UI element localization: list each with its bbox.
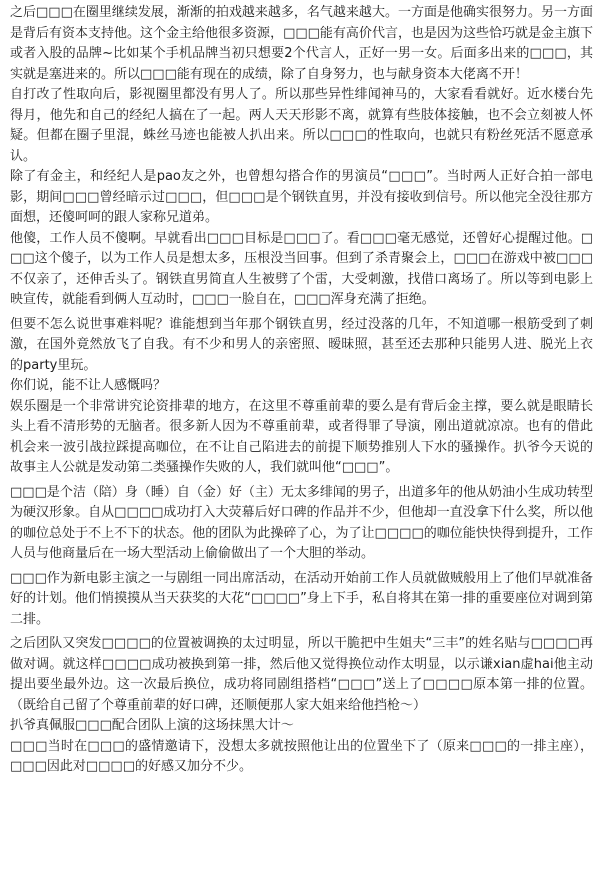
paragraph-6: 你们说，能不让人感慨吗？ xyxy=(10,378,167,393)
paragraph-7: 娱乐圈是一个非常讲究论资排辈的地方，在这里不尊重前辈的要么是有背后金主撑，要么就是眼睛长头上看不清形势的无脑者。很多新人因为不尊重前辈，或者得罪了导演，刚出道就凉凉。也有的借此机会来一波引战拉踩提高咖位，在不让自己陷进去的前提下顺势推别人下水的骚操作。扒爷今天说的故事主人公就是发动第二类骚操作失败的人，我们就叫他“□□□”。 xyxy=(10,398,593,475)
paragraph-12: □□□当时在□□□的盛情邀请下，没想太多就按照他让出的位置坐下了（原来□□□的一排主座），□□□因此对□□□□的好感又加分不少。 xyxy=(10,738,593,774)
paragraph-8: □□□是个洁（陪）身（睡）自（金）好（主）无太多绯闻的男子，出道多年的他从奶油小生成功转型为硬汉形象。自从□□□□成功打入大荧幕后好口碑的作品并不少，但他却一直没拿下什么奖，所以他的咖位总处于不上不下的状态。他的团队为此操碎了心，为了让□□□□的咖位能快快得到提升，工作人员与他商量后在一场大型活动上偷偷做出了一个大胆的举动。 xyxy=(10,484,593,561)
paragraph-1: 之后□□□在圈里继续发展，渐渐的拍戏越来越多，名气越来越大。一方面是他确实很努力。另一方面是背后有资本支持他。这个金主给他很多资源，□□□能有高价代言，也是因为这些恰巧就是金主旗下或者入股的品牌~比如某个手机品牌当初只想要2个代言人，正好一男一女。后面多出来的□□□，其实就是塞进来的。所以□□□能有现在的成绩，除了自身努力，也与献身资本大佬离不开！ xyxy=(10,5,593,82)
paragraph-2: 自打改了性取向后，影视圈里都没有男人了。所以那些异性绯闻神马的，大家看看就好。近水楼台先得月，他先和自己的经纪人搞在了一起。两人天天形影不离，就算有些肢体接触，也不会立刻被人怀疑。但都在圈子里混，蛛丝马迹也能被人扒出来。所以□□□的性取向，也就只有粉丝死活不愿意承认。 xyxy=(10,87,593,164)
paragraph-11: 扒爷真佩服□□□配合团队上演的这场抹黑大计～ xyxy=(10,718,294,733)
paragraph-4: 他傻，工作人员不傻啊。早就看出□□□目标是□□□了。看□□□毫无感觉，还曾好心提醒过他。□□□这个傻子，以为工作人员是想太多，压根没当回事。但到了杀青聚会上，□□□在游戏中被□□□不仅亲了，还伸舌头了。钢铁直男简直人生被劈了个雷，大受刺激，找借口离场了。所以等到电影上映宣传，就能看到俩人互动时，□□□一脸自在，□□□浑身充满了拒绝。 xyxy=(10,230,593,307)
paragraph-10: 之后团队又突发□□□□的位置被调换的太过明显，所以干脆把中生姐夫“三丰”的姓名贴与□□□□再做对调。就这样□□□□成功被换到第一排，然后他又觉得换位动作太明显，以示谦xian虚hai他主动提出要坐最外边。这一次最后换位，成功将同剧组搭档“□□□”送上了□□□□原本第一排的位置。（既给自己留了个尊重前辈的好口碑，还顺便那人家大姐来给他挡枪～） xyxy=(10,636,593,713)
paragraph-5: 但要不怎么说世事难料呢？谁能想到当年那个钢铁直男，经过没落的几年，不知道哪一根筋受到了刺激，在国外竟然放飞了自我。有不少和男人的亲密照、暧昧照，甚至还去那种只能男人进、脱光上衣的party里玩。 xyxy=(10,316,593,373)
paragraph-9: □□□作为新电影主演之一与剧组一同出席活动，在活动开始前工作人员就做贼般用上了他们早就准备好的计划。他们悄摸摸从当天获奖的大花“□□□□”身上下手，私自将其在第一排的重要座位对调到第二排。 xyxy=(10,570,593,627)
paragraph-3: 除了有金主，和经纪人是pao友之外，也曾想勾搭合作的男演员“□□□”。当时两人正好合拍一部电影，期间□□□曾经暗示过□□□，但□□□是个钢铁直男，并没有接收到信号。所以他完全没往那方面想，还傻呵呵的跟人家称兄道弟。 xyxy=(10,169,593,225)
